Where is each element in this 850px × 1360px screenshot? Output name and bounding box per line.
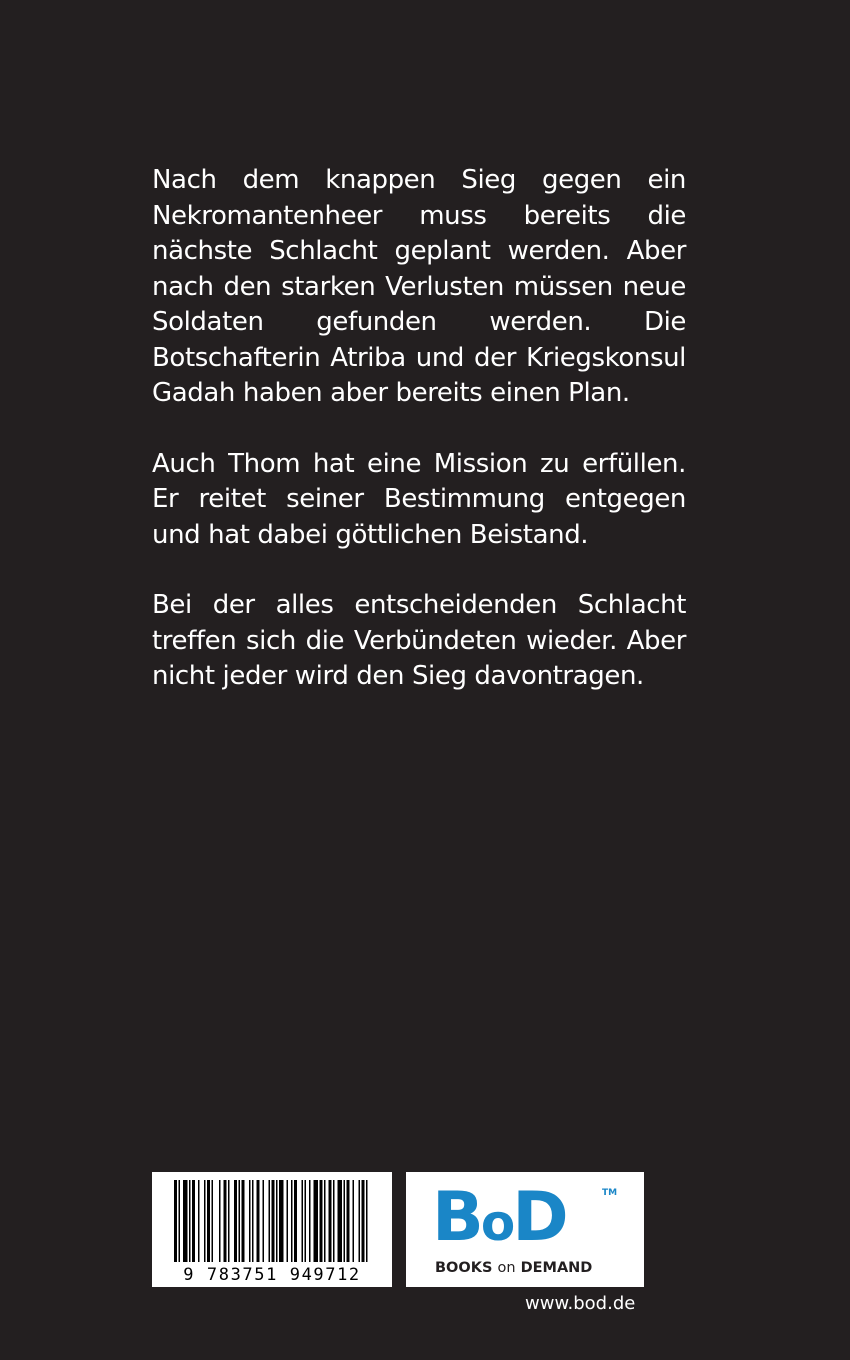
barcode-bar [353,1180,355,1262]
barcode-bar [224,1180,227,1262]
barcode-bar [263,1180,265,1262]
barcode-bar [314,1180,319,1262]
barcode-bar [279,1180,284,1262]
barcode-bar [204,1180,206,1262]
barcode-bar [174,1180,177,1262]
barcode-bar [189,1180,191,1262]
barcode-bar [249,1180,251,1262]
barcode-bar [219,1180,221,1262]
publisher-tagline [435,1260,592,1276]
barcode-bar [207,1180,210,1262]
blurb-paragraph-1: Nach dem knappen Sieg gegen ein Nekromantenheer muss bereits die nächste Schlacht geplant werden. Aber nach den starken Verlusten müssen neue Soldaten gefunden werden. Die Botschafterin Atriba und der Kriegskonsul Gadah haben aber bereits einen Plan. [152,165,686,408]
barcode-bar [179,1180,181,1262]
barcode-bar [305,1180,307,1262]
blurb-paragraph-3: Bei der alles entscheidenden Schlacht treffen sich die Verbündeten wieder. Aber nicht jeder wird den Sieg davontragen. [152,590,686,691]
bod-logo-d: D [512,1178,566,1257]
barcode-bar [291,1180,293,1262]
bod-logo-b: B [432,1178,481,1257]
barcode-bar [320,1180,323,1262]
barcode-bar [239,1180,241,1262]
barcode-bar [347,1180,350,1262]
barcode-bar [302,1180,304,1262]
publisher-logo [406,1172,644,1287]
barcode-bar [324,1180,326,1262]
barcode-bar [362,1180,365,1262]
barcode-bar [287,1180,289,1262]
barcode-bar [269,1180,271,1262]
trademark-symbol: TM [602,1188,618,1198]
bod-logo-mark [432,1178,566,1259]
barcode-bar [344,1180,346,1262]
barcode-bar [309,1180,311,1262]
barcode-bar [242,1180,245,1262]
isbn-digits: 9 783751 949712 [183,1265,361,1285]
barcode-bar [212,1180,214,1262]
barcode-bar [329,1180,332,1262]
tagline-books: BOOKS [435,1260,493,1276]
bod-logo-o: o [480,1194,513,1252]
barcode-bar [294,1180,297,1262]
barcode-bar [234,1180,237,1262]
blurb-text [152,163,686,730]
barcode-bar [192,1180,195,1262]
barcode-bar [338,1180,343,1262]
publisher-website: www.bod.de [525,1293,636,1314]
barcode-bars [152,1172,392,1267]
barcode-bar [366,1180,368,1262]
barcode-bar [272,1180,275,1262]
tagline-demand: DEMAND [520,1260,593,1276]
barcode-bar [257,1180,260,1262]
tagline-on: on [497,1260,516,1276]
isbn-barcode [152,1172,392,1287]
barcode-bar [252,1180,254,1262]
barcode-bar [276,1180,278,1262]
barcode-bar [359,1180,361,1262]
barcode-bar [183,1180,188,1262]
barcode-bar [228,1180,230,1262]
barcode-bar [198,1180,200,1262]
barcode-bar [333,1180,335,1262]
blurb-paragraph-2: Auch Thom hat eine Mission zu erfüllen. Er reitet seiner Bestimmung entgegen und hat dabei göttlichen Beistand. [152,448,686,550]
